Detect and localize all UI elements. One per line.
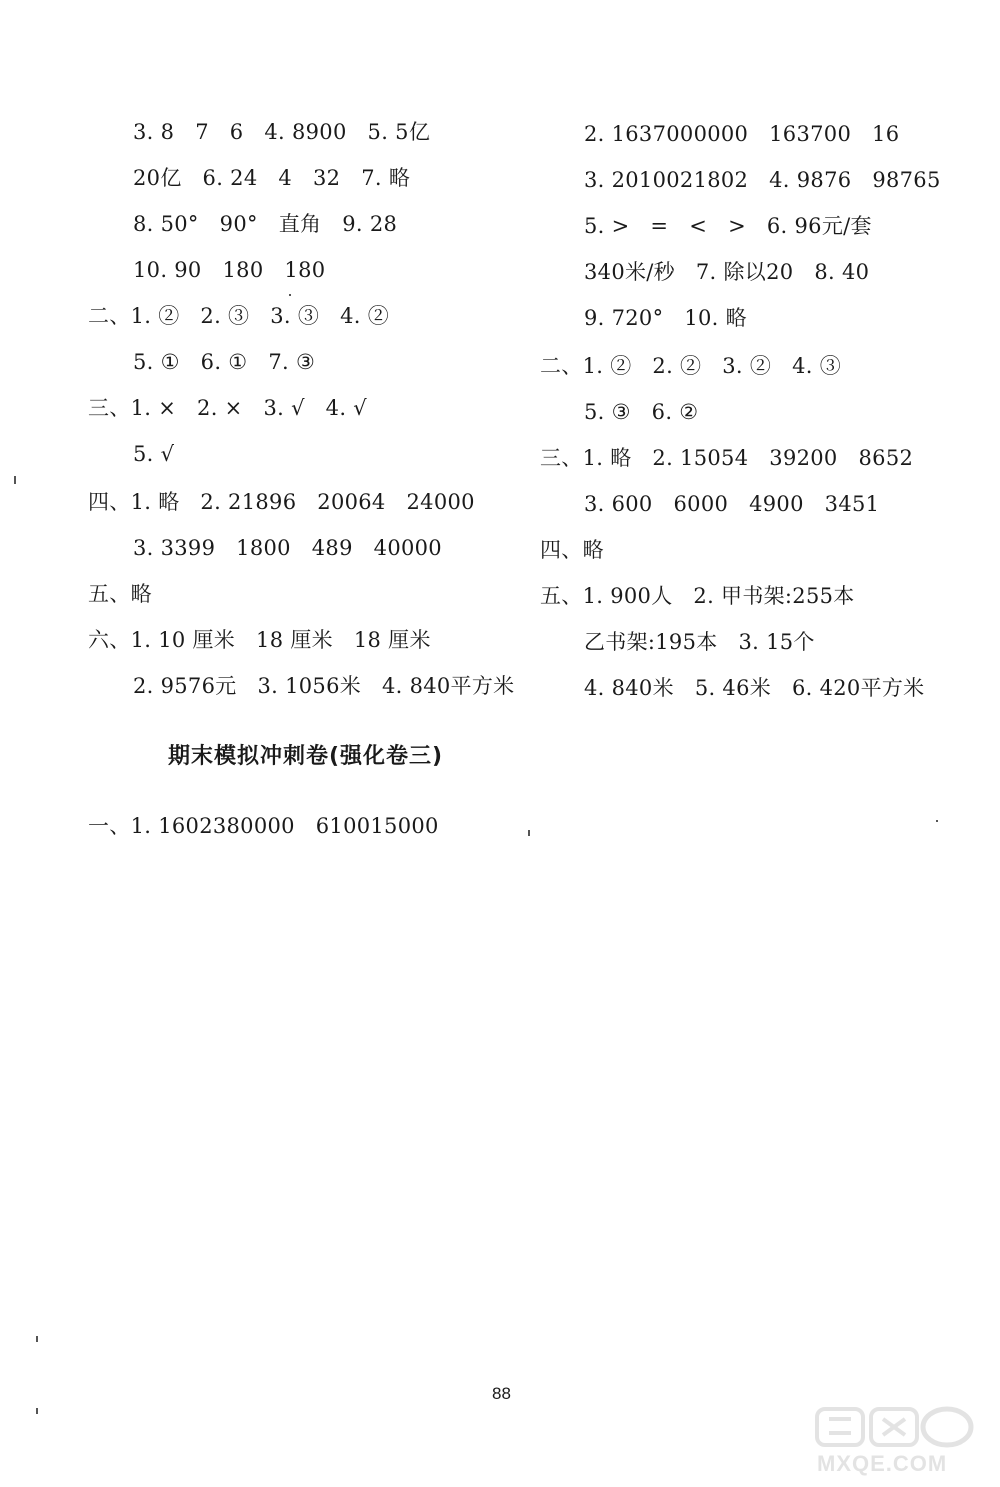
right-line-12: 乙书架:195本 3. 15个 [584,630,815,654]
scan-mark [36,1336,38,1342]
left-line-4: 10. 90 180 180 [133,258,326,282]
right-line-6: 二、1. ② 2. ② 3. ② 4. ③ [540,354,842,378]
left-line-2: 20亿 6. 24 4 32 7. 略 [133,166,411,190]
right-line-11: 五、1. 900人 2. 甲书架:255本 [540,584,855,608]
section-first-line: 一、1. 1602380000 610015000 [88,814,439,838]
watermark-logo [815,1405,990,1480]
left-line-8: 5. √ [133,442,175,466]
left-line-13: 2. 9576元 3. 1056米 4. 840平方米 [133,674,515,698]
right-line-13: 4. 840米 5. 46米 6. 420平方米 [584,676,925,700]
left-line-12: 六、1. 10 厘米 18 厘米 18 厘米 [88,628,431,652]
right-line-1: 2. 1637000000 163700 16 [584,122,900,146]
section-heading: 期末模拟冲刺卷(强化卷三) [168,744,444,769]
left-line-1: 3. 8 7 6 4. 8900 5. 5亿 [133,120,431,144]
watermark-site-text: MXQE.COM [817,1451,948,1476]
left-line-6: 5. ① 6. ① 7. ③ [133,350,316,374]
scan-mark [36,1408,38,1414]
right-line-3: 5. > = < > 6. 96元/套 [584,214,872,238]
right-line-5: 9. 720° 10. 略 [584,306,747,330]
right-line-10: 四、略 [540,538,604,562]
left-line-9: 四、1. 略 2. 21896 20064 24000 [88,490,475,514]
page-number: 88 [492,1384,511,1403]
right-line-2: 3. 2010021802 4. 9876 98765 [584,168,941,192]
right-line-9: 3. 600 6000 4900 3451 [584,492,880,516]
scan-mark [528,830,530,836]
watermark-logo-icon [815,1405,975,1449]
right-line-4: 340米/秒 7. 除以20 8. 40 [584,260,870,284]
right-line-8: 三、1. 略 2. 15054 39200 8652 [540,446,914,470]
scan-mark [936,820,938,822]
left-line-3: 8. 50° 90° 直角 9. 28 [133,212,398,236]
right-line-7: 5. ③ 6. ② [584,400,699,424]
scan-mark [14,476,16,484]
left-line-11: 五、略 [88,582,152,606]
scan-mark [289,294,291,296]
left-line-5: 二、1. ② 2. ③ 3. ③ 4. ② [88,304,390,328]
left-line-10: 3. 3399 1800 489 40000 [133,536,442,560]
left-line-7: 三、1. × 2. × 3. √ 4. √ [88,396,367,420]
